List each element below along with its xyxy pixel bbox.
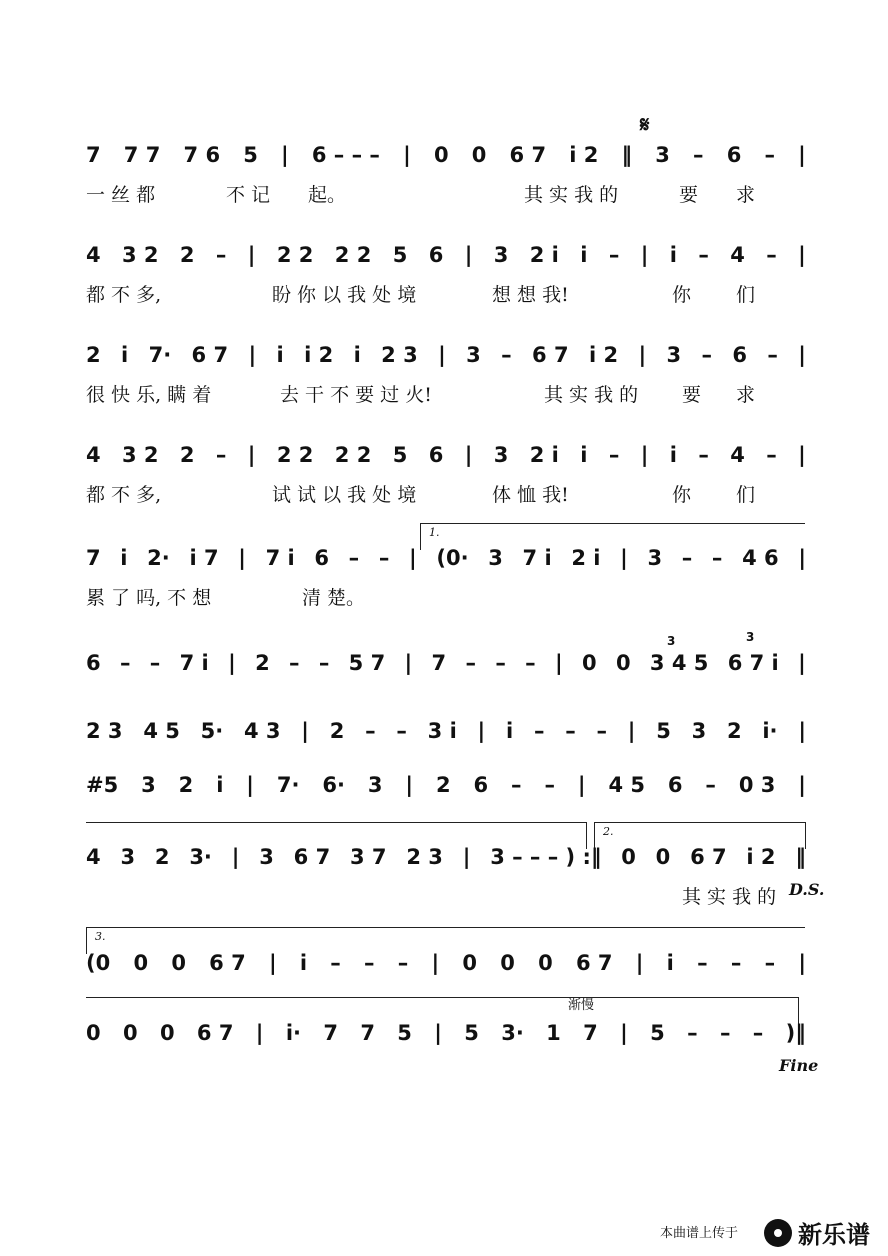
lyrics [86,585,806,611]
note-group: 6 7 [196,1021,234,1045]
note-group: 5 [243,143,258,167]
barline: | [798,773,806,797]
barline: | [247,243,256,267]
note-group: 7· [276,773,300,797]
note-group: 2 [726,719,742,743]
note-group: 2 2 [334,243,372,267]
note-group: – [766,243,777,267]
lyric-segment: 要 [682,384,702,406]
barline: | [404,651,413,675]
note-group: 7 [323,1021,338,1045]
note-group: 3 [647,546,663,570]
note-group: – [711,546,723,570]
note-group: – [764,951,776,975]
note-group: i [580,243,588,267]
note-group: 6 7 [532,343,569,367]
barline: | [798,443,806,467]
note-group: 3 i [427,719,457,743]
note-group: – [596,719,607,743]
note-group: 7 [431,651,447,675]
note-group: 0 [500,951,515,975]
note-group: 3 2 [122,243,159,267]
note-group: – [608,243,620,267]
notes [86,648,806,678]
lyric-segment: 体 恤 我! [492,484,569,506]
note-group: i 2 [588,343,619,367]
note-group: 7 7 [123,143,161,167]
barline: | [620,546,628,570]
note-group: – [730,951,742,975]
note-group: 4 5 [143,719,180,743]
note-group: – [215,243,227,267]
note-group: 4 5 [608,773,645,797]
note-group: )‖ [785,1021,806,1045]
note-group: 2 [435,773,451,797]
barline: | [464,443,473,467]
note-group: – [511,773,522,797]
note-group: 4 6 [742,546,779,570]
note-group: i [299,951,308,975]
note-group: – [681,546,693,570]
barline: | [577,773,586,797]
note-group: – [495,651,506,675]
note-group: 2 [179,243,195,267]
notes [86,140,806,170]
note-group: – [396,719,407,743]
note-group: i 2 [304,343,334,367]
barline: | [301,719,309,743]
note-group: – [215,443,227,467]
note-group: 2 3 [86,719,123,743]
note-group: 4 3 [243,719,281,743]
note-group: 2· [147,546,170,570]
triplet-mark: 3 [746,630,755,644]
note-group: 2 i [529,243,559,267]
note-group: 3 [655,143,670,167]
note-group: 0 [133,951,149,975]
note-group: 0 [615,651,631,675]
note-group: 7 [86,546,101,570]
note-group: 0 [433,143,449,167]
upload-credit: 本曲谱上传于 [660,1226,739,1241]
volta-2: 2. [594,822,806,849]
note-group: 2 [255,651,270,675]
note-group: – [752,1021,764,1045]
lyric-segment: 其 实 我 的 [544,384,639,406]
note-group: i 2 [569,143,599,167]
notes [86,340,806,370]
note-group: 2 2 [276,243,314,267]
note-group: 3 – – – ) :‖ [490,845,602,869]
note-group: – [149,651,161,675]
lyric-segment: 不 记 [226,184,271,206]
barline: | [434,1021,442,1045]
note-group: 6 [667,773,683,797]
note-group: – [687,1021,698,1045]
note-group: – [365,719,376,743]
lyric-segment: 一 丝 都 [86,184,156,206]
barline: | [238,546,246,570]
barline: | [640,243,649,267]
note-group: 6 [314,546,329,570]
note-group: – [397,951,409,975]
barline: | [798,343,806,367]
barline: | [638,343,647,367]
note-group: (0 [86,951,111,975]
note-group: 2 i [571,546,601,570]
note-group: 5 [464,1021,479,1045]
note-group: 4 [730,243,745,267]
lyric-segment: 你 [672,484,692,506]
barline: | [464,243,473,267]
note-group: 3 [493,243,509,267]
note-group: #5 [86,773,119,797]
notes [86,543,806,573]
note-group: 3 [466,343,481,367]
barline: | [462,845,471,869]
lyric-segment: 们 [736,484,756,506]
note-group: i [669,243,677,267]
notes [86,440,806,470]
barline: | [620,1021,628,1045]
triplet-mark: 3 [667,634,676,648]
lyric-segment: 去 干 不 要 过 火! [280,384,432,406]
note-group: – [364,951,375,975]
notes [86,842,806,872]
lyric-segment: 你 [672,284,692,306]
note-group: (0· [436,546,469,570]
note-group: 3 7 [350,845,387,869]
barline: | [403,143,411,167]
note-group: 6 [428,243,444,267]
barline: | [268,951,277,975]
note-group: 6 7 [690,845,727,869]
lyric-segment: 想 想 我! [492,284,569,306]
barline: | [798,546,806,570]
note-group: 3 [691,719,707,743]
barline: | [431,951,440,975]
note-group: i· [285,1021,301,1045]
note-group: 2 [329,719,345,743]
note-group: 1 [546,1021,561,1045]
barline: ‖ [621,143,633,167]
note-group: 2 3 [381,343,418,367]
note-group: – [701,343,712,367]
lyric-segment: 求 [736,384,756,406]
note-group: – [705,773,716,797]
notes [86,770,806,800]
note-group: 3 [488,546,503,570]
note-group: – [348,546,360,570]
note-group: 0 [538,951,553,975]
lyric-segment: 很 快 乐, 瞒 着 [86,384,212,406]
note-group: 3 [493,443,509,467]
barline: | [554,651,563,675]
segno-mark: 𝄋 [640,112,650,138]
note-group: 6 7 [293,845,331,869]
note-group: 6 [86,651,101,675]
barline: | [438,343,446,367]
note-group: 3 [120,845,136,869]
note-group: 6· [322,773,345,797]
barline: | [798,651,806,675]
note-group: i 2 [746,845,776,869]
note-group: 2 [154,845,170,869]
notes [86,240,806,270]
lyrics [86,282,806,308]
note-group: i [505,719,514,743]
note-group: 5 [656,719,671,743]
note-group: – [698,443,709,467]
note-group: 7 [86,143,101,167]
barline: | [255,1021,264,1045]
note-group: 0 [655,845,671,869]
note-group: – [767,343,778,367]
lyric-segment: 清 楚。 [302,587,366,609]
volta-1: 1. [420,523,805,550]
barline: | [228,651,236,675]
note-group: 3 [666,343,682,367]
note-group: 6 – – – [311,143,380,167]
lyric-segment: 其 实 我 的 [524,184,619,206]
note-group: 4 [730,443,745,467]
note-group: 0 [462,951,478,975]
note-group: 2 2 [276,443,314,467]
note-group: 3 2 [122,443,159,467]
note-group: – [525,651,536,675]
note-group: 7 [583,1021,598,1045]
barline: | [248,343,257,367]
lyric-segment: 要 [679,184,699,206]
note-group: 3 [367,773,383,797]
note-group: – [501,343,512,367]
note-group: – [465,651,476,675]
barline: | [627,719,636,743]
note-group: 7 i [522,546,552,570]
note-group: 2 3 [406,845,443,869]
barline: | [798,719,806,743]
note-group: 6 7 [209,951,246,975]
note-group: 2 [179,443,195,467]
note-group: – [697,951,708,975]
note-group: 6 7 i [727,651,779,675]
note-group: 0 3 [738,773,776,797]
barline: | [247,443,256,467]
note-group: 4 [86,845,101,869]
note-group: 6 [726,143,742,167]
note-group: 7 i [265,546,295,570]
note-group: 3 [141,773,156,797]
note-group: 6 [428,443,444,467]
note-group: i [216,773,224,797]
note-group: 6 7 [191,343,229,367]
lyric-segment: 都 不 多, [86,484,162,506]
note-group: 5 [397,1021,412,1045]
note-group: i [353,343,361,367]
volta-3: 3. [86,927,805,954]
barline: | [281,143,289,167]
note-group: – [289,651,300,675]
note-group: 2 2 [334,443,372,467]
lyric-segment: 们 [736,284,756,306]
note-group: 2 [86,343,101,367]
barline: | [477,719,486,743]
note-group: i [580,443,588,467]
notes [86,716,806,746]
lyric-segment: 累 了 吗, 不 想 [86,587,212,609]
barline: | [246,773,254,797]
note-group: – [719,1021,731,1045]
note-group: 5 7 [348,651,386,675]
lyrics [86,884,806,910]
note-group: 3· [501,1021,524,1045]
note-group: i· [762,719,778,743]
note-group: 5· [200,719,224,743]
note-group: – [318,651,330,675]
lyric-segment: 试 试 以 我 处 境 [272,484,417,506]
note-group: 2 i [529,443,559,467]
lyric-segment: 盼 你 以 我 处 境 [272,284,417,306]
barline: | [798,243,806,267]
note-group: 0 [621,845,636,869]
note-group: 0 [581,651,597,675]
note-group: 6 7 [575,951,613,975]
barline: | [409,546,417,570]
note-group: 5 [650,1021,665,1045]
note-group: 7· [148,343,172,367]
lyric-segment: 都 不 多, [86,284,162,306]
lyric-segment: 起。 [308,184,347,206]
note-group: 2 [178,773,194,797]
note-group: – [533,719,545,743]
site-logo[interactable] [764,1215,870,1250]
note-group: 5 [392,443,408,467]
note-group: – [544,773,555,797]
barline: | [798,951,806,975]
note-group: – [693,143,704,167]
note-group: – [119,651,131,675]
logo-text: 新乐谱 [798,1221,870,1249]
ds-mark: D.S. [789,880,825,899]
barline: | [640,443,649,467]
note-group: 6 [732,343,747,367]
note-group: 4 [86,443,101,467]
note-group: 0 [86,1021,101,1045]
notes [86,1018,806,1048]
note-group: i [666,951,674,975]
note-group: 6 [473,773,489,797]
notes [86,948,806,978]
note-group: 4 [86,243,101,267]
note-group: i [121,343,129,367]
note-group: – [565,719,576,743]
note-group: 0 [159,1021,175,1045]
note-group: – [764,143,775,167]
note-group: – [608,443,620,467]
note-group: 5 [392,243,408,267]
note-group: – [766,443,777,467]
note-group: – [698,243,709,267]
fine-mark: Fine [779,1056,819,1075]
lyric-segment: 求 [736,184,756,206]
note-group: 0 [471,143,487,167]
note-group: 7 [360,1021,375,1045]
lyrics [86,382,806,408]
lyrics [86,182,806,208]
note-group: 7 6 [183,143,221,167]
note-group: – [330,951,341,975]
note-group: 3 4 5 [649,651,709,675]
note-group: 0 [171,951,186,975]
note-group: i [669,443,677,467]
note-group: 7 i [179,651,209,675]
note-group: i 7 [189,546,219,570]
lyric-segment: 其 实 我 的 [682,886,777,908]
barline: | [405,773,414,797]
barline: | [635,951,644,975]
note-group: 0 [122,1021,138,1045]
note-group: – [378,546,390,570]
note-group: 6 7 [509,143,547,167]
note-group: 3 [259,845,274,869]
barline: | [798,143,806,167]
note-group: i [120,546,128,570]
vinyl-disc-icon [764,1219,792,1247]
barline: ‖ [795,845,806,869]
tempo-marking: 渐慢 [568,998,595,1013]
note-group: i [276,343,284,367]
lyrics [86,482,806,508]
note-group: 3· [189,845,212,869]
barline: | [231,845,240,869]
